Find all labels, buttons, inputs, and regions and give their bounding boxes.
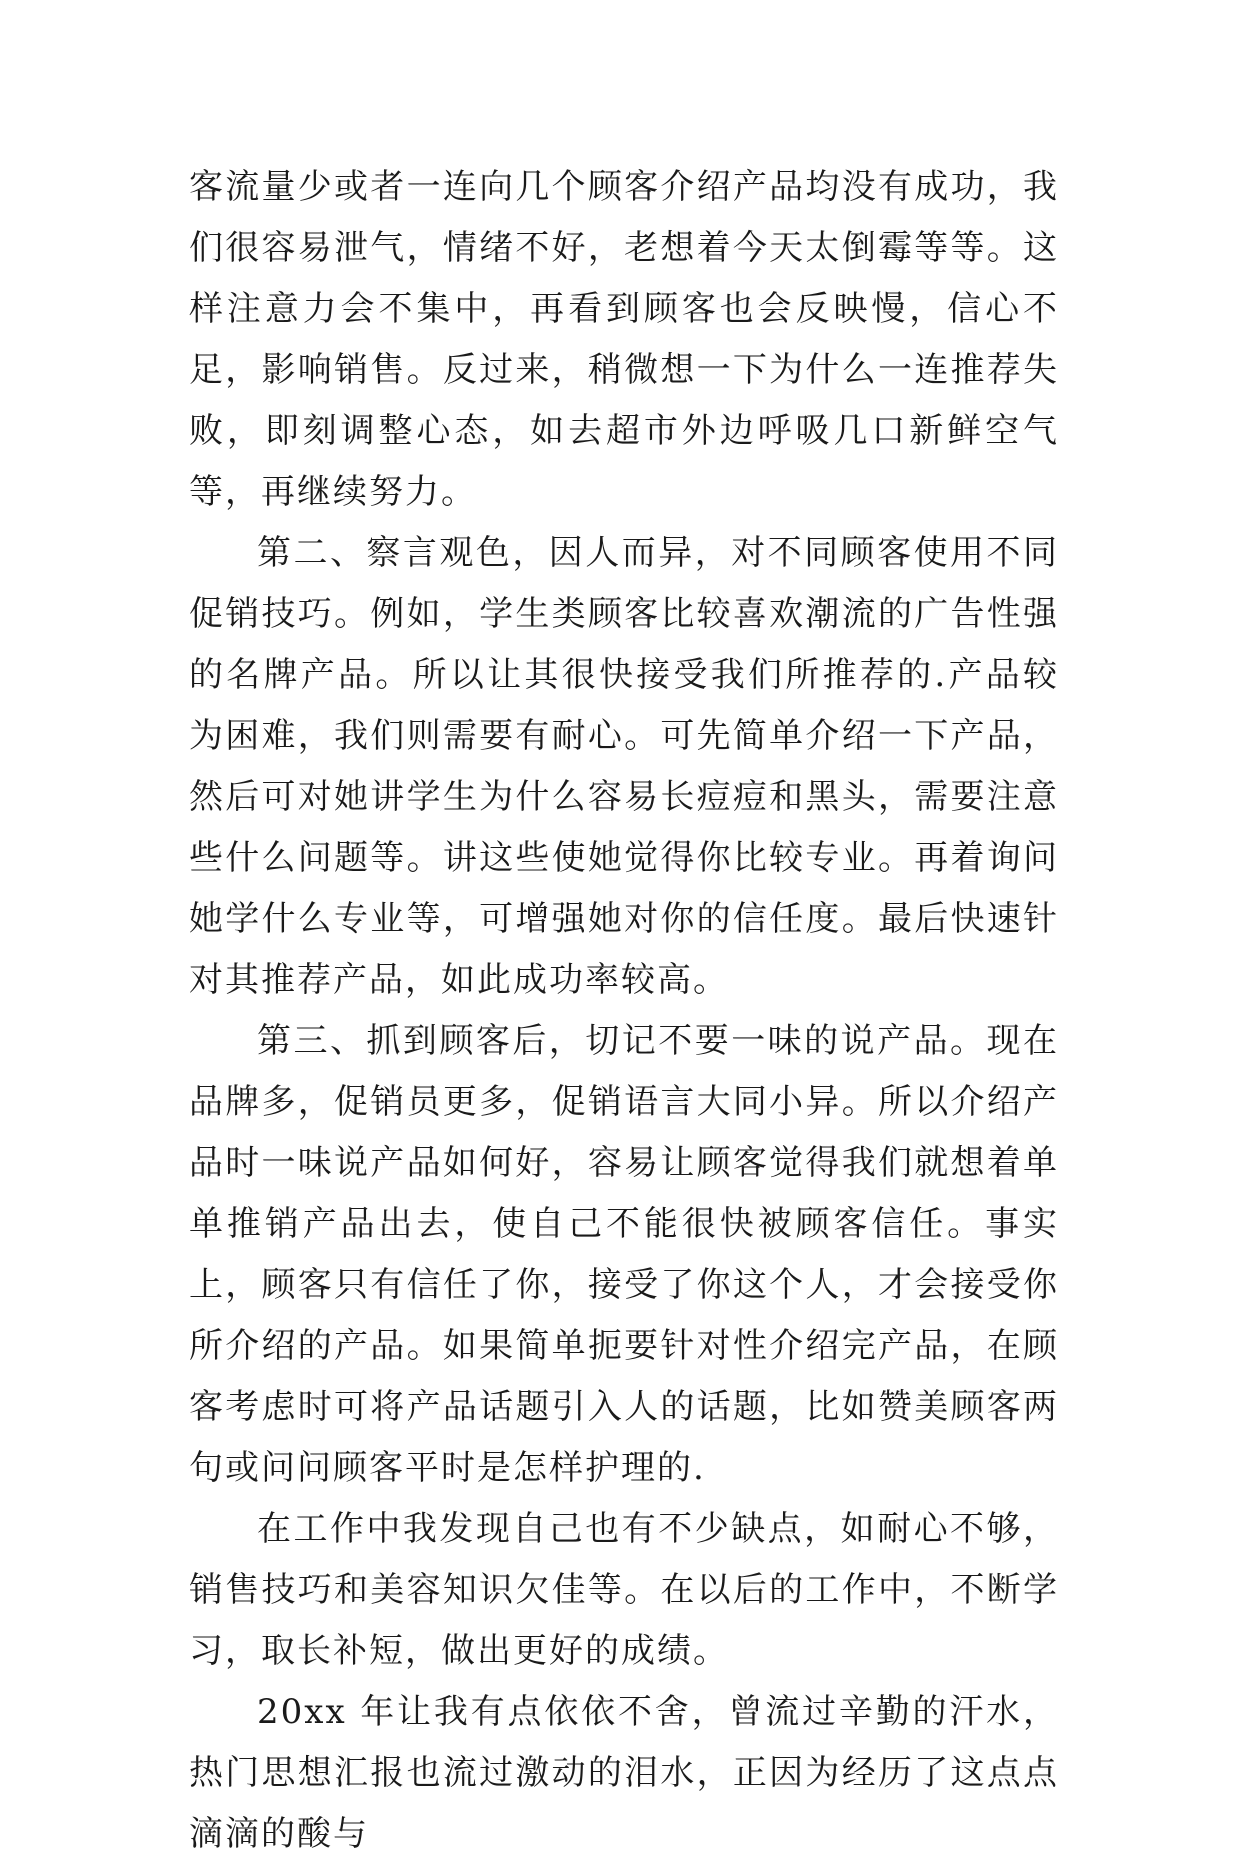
paragraph-4: 在工作中我发现自己也有不少缺点，如耐心不够，销售技巧和美容知识欠佳等。在以后的工作中，不断学习，取长补短，做出更好的成绩。	[189, 1509, 1059, 1671]
document-body	[189, 157, 1059, 1865]
paragraph-1: 客流量少或者一连向几个顾客介绍产品均没有成功，我们很容易泄气，情绪不好，老想着今天太倒霉等等。这样注意力会不集中，再看到顾客也会反映慢，信心不足，影响销售。反过来，稍微想一下为什么一连推荐失败，即刻调整心态，如去超市外边呼吸几口新鲜空气等，再继续努力。	[189, 167, 1059, 512]
paragraph-2: 第二、察言观色，因人而异，对不同顾客使用不同促销技巧。例如，学生类顾客比较喜欢潮流的广告性强的名牌产品。所以让其很快接受我们所推荐的.产品较为困难，我们则需要有耐心。可先简单介绍一下产品，然后可对她讲学生为什么容易长痘痘和黑头，需要注意些什么问题等。讲这些使她觉得你比较专业。再着询问她学什么专业等，可增强她对你的信任度。最后快速针对其推荐产品，如此成功率较高。	[189, 533, 1059, 1000]
paragraph-5: 20xx 年让我有点依依不舍，曾流过辛勤的汗水，热门思想汇报也流过激动的泪水，正因为经历了这点点滴滴的酸与	[189, 1692, 1059, 1854]
paragraph-3: 第三、抓到顾客后，切记不要一味的说产品。现在品牌多，促销员更多，促销语言大同小异。所以介绍产品时一味说产品如何好，容易让顾客觉得我们就想着单单推销产品出去，使自己不能很快被顾客信任。事实上，顾客只有信任了你，接受了你这个人，才会接受你所介绍的产品。如果简单扼要针对性介绍完产品，在顾客考虑时可将产品话题引入人的话题，比如赞美顾客两句或问问顾客平时是怎样护理的.	[189, 1021, 1059, 1488]
